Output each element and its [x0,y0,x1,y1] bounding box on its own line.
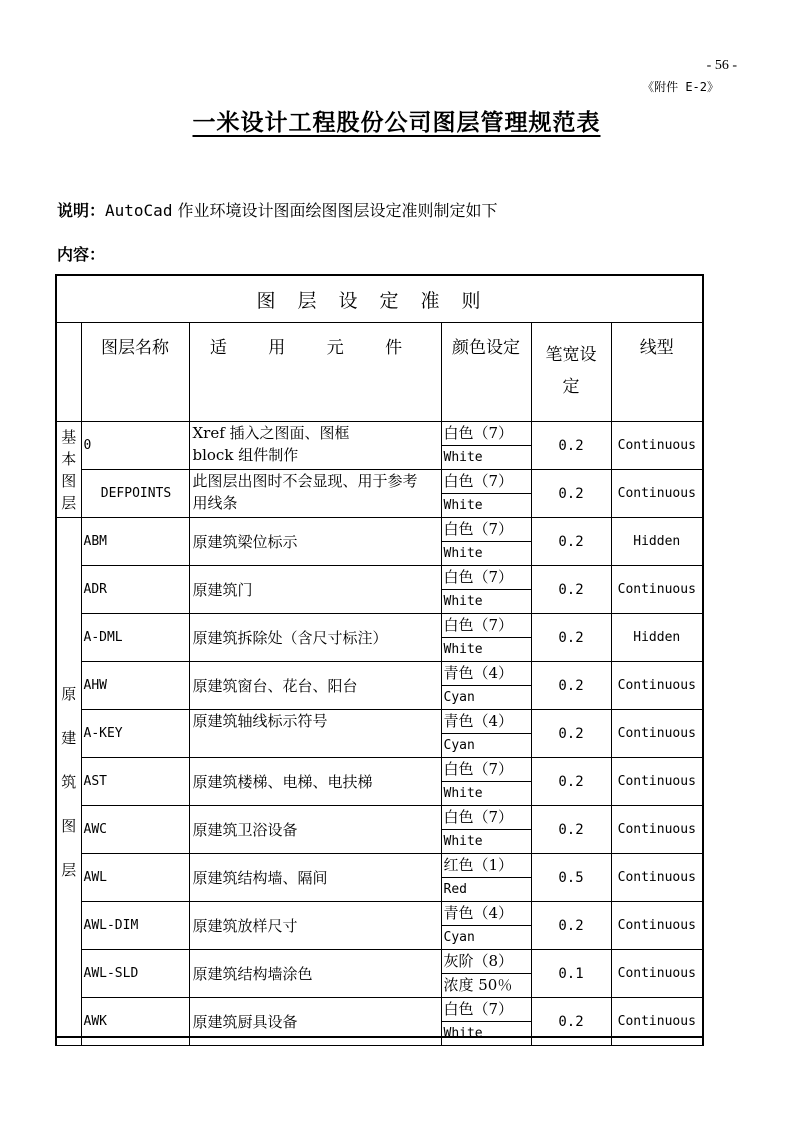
group-label-char: 图 [61,471,77,490]
apply-line: block 组件制作 [192,446,299,464]
apply-line: 此图层出图时不会显现、用于参考 [192,472,418,490]
layer-name: ADR [81,566,189,614]
layer-color [441,518,531,566]
color-en: White [443,834,483,849]
color-en: Cyan [443,690,475,705]
description [57,198,498,221]
layer-name: ABM [81,518,189,566]
layer-apply [189,518,441,566]
layer-color [441,470,531,518]
color-en: Red [443,882,467,897]
layer-apply [189,806,441,854]
table-row [56,422,703,470]
layer-name: AST [81,758,189,806]
content-label: 内容： [57,245,106,264]
pen-width: 0.2 [531,998,611,1046]
layer-apply [189,710,441,758]
header-layer-name: 图层名称 [81,323,189,422]
group-label-char: 层 [61,493,77,512]
table-bottom-border [55,1036,702,1038]
color-cn: 青色（4） [442,902,532,926]
table-row [56,518,703,566]
layer-color [441,422,531,470]
group-label [56,518,81,1046]
color-cn: 灰阶（8） [442,950,532,974]
attachment-label: 《附件 E-2》 [642,80,719,94]
pen-width: 0.2 [531,662,611,710]
color-cn: 青色（4） [442,662,532,686]
apply-line: 原建筑结构墙、隔间 [192,868,328,887]
table-caption: 图层设定准则 [56,275,703,323]
header-pen-line1: 笔宽设 [545,345,597,365]
document-title: 一米设计工程股份公司图层管理规范表 [192,110,601,136]
group-label [56,422,81,518]
table-row [56,758,703,806]
table-row [56,998,703,1046]
table-row [56,710,703,758]
apply-line: 原建筑窗台、花台、阳台 [192,676,358,695]
group-label-char: 层 [61,860,77,879]
group-label-char: 建 [61,728,77,747]
header-group-cell [56,323,81,422]
color-cn: 白色（7） [442,758,532,782]
group-label-char: 本 [61,449,77,468]
header-apply: 适 用 元 件 [189,323,441,422]
table-row [56,566,703,614]
layer-apply [189,854,441,902]
layer-name: AWK [81,998,189,1046]
layer-apply [189,950,441,998]
apply-line: Xref 插入之图面、图框 [192,424,350,442]
layer-name: AWL [81,854,189,902]
layer-color [441,854,531,902]
color-en: Cyan [443,930,475,945]
apply-line: 用线条 [192,494,238,512]
pen-width: 0.2 [531,518,611,566]
layer-name: DEFPOINTS [81,470,189,518]
linetype: Continuous [611,806,703,854]
layer-name: AWC [81,806,189,854]
layer-color [441,806,531,854]
description-label: 说明： [57,201,106,220]
layer-apply [189,422,441,470]
table-row [56,854,703,902]
table-row [56,902,703,950]
layer-apply [189,470,441,518]
pen-width: 0.2 [531,806,611,854]
layer-color [441,998,531,1046]
description-autocad: AutoCad [105,201,173,220]
apply-line: 原建筑梁位标示 [192,532,298,551]
layer-color [441,902,531,950]
color-en: White [443,1026,483,1041]
group-label-char: 图 [61,816,77,835]
table-row [56,614,703,662]
header-linetype: 线型 [611,323,703,422]
color-cn: 白色（7） [442,422,532,446]
linetype: Continuous [611,566,703,614]
pen-width: 0.2 [531,566,611,614]
layer-name: AWL-DIM [81,902,189,950]
layer-color [441,614,531,662]
header-color: 颜色设定 [441,323,531,422]
layer-apply [189,566,441,614]
color-cn: 青色（4） [442,710,532,734]
table-row [56,806,703,854]
layer-apply [189,662,441,710]
apply-line: 原建筑门 [192,580,253,599]
table-row [56,470,703,518]
description-text: 作业环境设计图面绘图图层设定准则制定如下 [172,201,498,220]
group-label-char: 筑 [61,772,77,791]
layer-apply [189,614,441,662]
color-cn: 白色（7） [442,470,532,494]
table-row [56,662,703,710]
apply-line: 原建筑厨具设备 [192,1012,298,1031]
pen-width: 0.2 [531,758,611,806]
apply-line: 原建筑卫浴设备 [192,820,298,839]
linetype: Continuous [611,950,703,998]
linetype: Continuous [611,902,703,950]
layer-table [55,274,704,1046]
color-en: 浓度 50％ [443,976,513,994]
pen-width: 0.1 [531,950,611,998]
pen-width: 0.2 [531,902,611,950]
pen-width: 0.2 [531,614,611,662]
pen-width: 0.5 [531,854,611,902]
table-row [56,950,703,998]
color-cn: 白色（7） [442,998,532,1022]
linetype: Continuous [611,854,703,902]
layer-name: A-KEY [81,710,189,758]
layer-color [441,710,531,758]
header-pen-width [531,323,611,422]
linetype: Continuous [611,998,703,1046]
linetype: Continuous [611,470,703,518]
apply-line: 原建筑轴线标示符号 [192,712,328,730]
color-en: White [443,642,483,657]
group-label-char: 基 [61,427,77,446]
apply-line: 原建筑放样尺寸 [192,916,298,935]
apply-line: 原建筑拆除处（含尺寸标注） [192,628,388,647]
color-en: White [443,594,483,609]
layer-apply [189,998,441,1046]
color-cn: 红色（1） [442,854,532,878]
layer-name: 0 [81,422,189,470]
layer-apply [189,902,441,950]
color-en: White [443,498,483,513]
linetype: Hidden [611,614,703,662]
color-en: White [443,546,483,561]
linetype: Hidden [611,518,703,566]
linetype: Continuous [611,422,703,470]
layer-name: A-DML [81,614,189,662]
color-cn: 白色（7） [442,518,532,542]
page-number: - 56 - [706,58,737,73]
color-cn: 白色（7） [442,806,532,830]
layer-color [441,950,531,998]
pen-width: 0.2 [531,422,611,470]
color-cn: 白色（7） [442,566,532,590]
group-label-char: 原 [61,684,77,703]
color-cn: 白色（7） [442,614,532,638]
color-en: White [443,450,483,465]
header-pen-line2: 定 [562,377,580,397]
apply-line: 原建筑结构墙涂色 [192,964,313,983]
color-en: White [443,786,483,801]
layer-color [441,566,531,614]
document-title-wrap [0,104,793,137]
apply-line: 原建筑楼梯、电梯、电扶梯 [192,772,373,791]
pen-width: 0.2 [531,470,611,518]
linetype: Continuous [611,662,703,710]
layer-apply [189,758,441,806]
linetype: Continuous [611,758,703,806]
layer-name: AWL-SLD [81,950,189,998]
pen-width: 0.2 [531,710,611,758]
layer-name: AHW [81,662,189,710]
layer-color [441,662,531,710]
table-header-row [56,323,703,422]
layer-color [441,758,531,806]
linetype: Continuous [611,710,703,758]
color-en: Cyan [443,738,475,753]
